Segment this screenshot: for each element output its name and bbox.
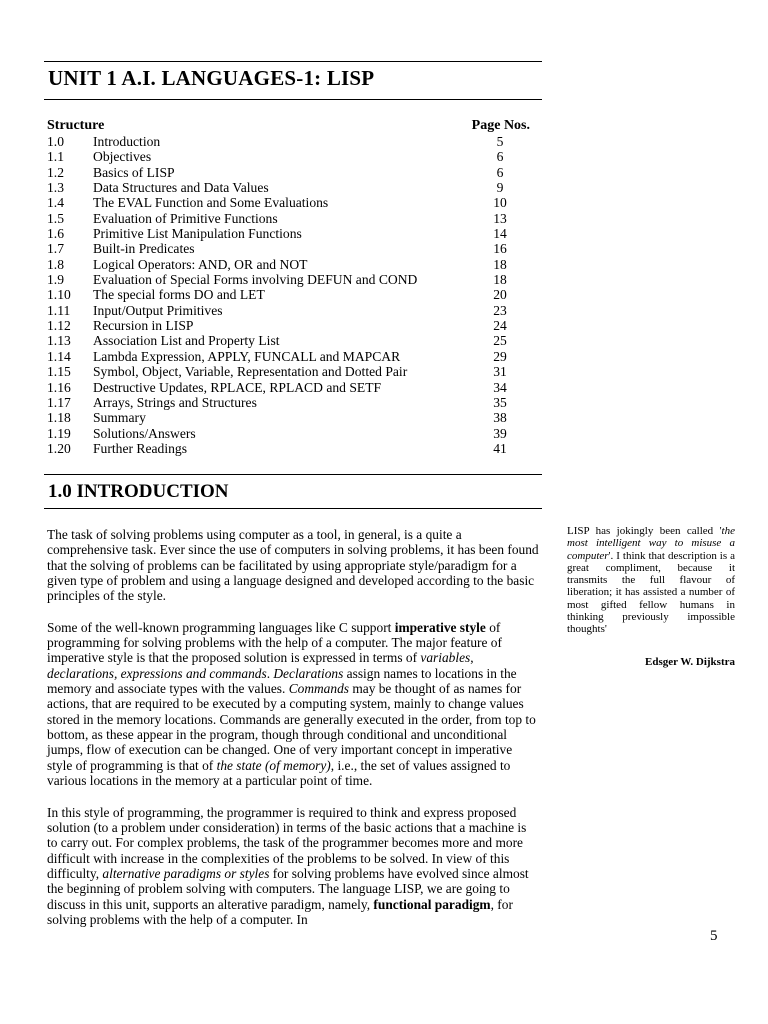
structure-label: Structure [47,118,105,133]
introduction-body [47,527,539,943]
toc-entry-page: 35 [493,394,507,410]
toc-entry-title: The special forms DO and LET [93,287,265,303]
toc-entry-title: Further Readings [93,440,188,456]
table-of-contents [47,118,531,456]
unit-title: UNIT 1 A.I. LANGUAGES-1: LISP [48,66,375,90]
toc-entry [47,395,531,410]
toc-entry-page: 18 [493,256,507,272]
toc-entry-number: 1.13 [47,333,71,349]
toc-entry-title: Introduction [93,134,161,149]
top-rule [44,61,542,62]
toc-entry-page: 6 [496,149,504,165]
toc-entry-page: 34 [493,379,507,395]
toc-entry-title: Logical Operators: AND, OR and NOT [93,256,308,272]
toc-entry-page: 14 [493,226,507,242]
toc-entry [47,441,531,456]
toc-entry-number: 1.0 [47,134,64,149]
toc-entry [47,134,531,149]
toc-entry [47,165,531,180]
toc-entry [47,257,531,272]
toc-entry-page: 31 [493,364,507,380]
toc-entry-page: 24 [493,318,507,334]
toc-entry [47,303,531,318]
toc-entry [47,180,531,195]
paragraph-1: The task of solving problems using computer as a tool, in general, is a quite a comprehensive task. Ever since the use of computers in solving problems, it has been found that the solving of problems can be facilitated by using appropriate style/paradigm for a given type of problem and using a language designed and developed according to the basic principles of the style. [47,527,539,604]
toc-entry-page: 16 [493,241,507,257]
paragraph-2: Some of the well-known programming languages like C support imperative style of programming for solving problems with the help of a computer. The major feature of imperative style is that the proposed solution is expressed in terms of variables, declarations, expressions and commands. Declarations assign names to locations in the memory and associate types with the values. Commands may be thought of as names for actions, that are required to be executed by a computing system, mainly to change values stored in the memory locations. Commands are generally executed in the order, from top to bottom, as these appear in the program, though through conditional and unconditional jumps, flow of execution can be changed. One of very important concept in imperative style of programming is that of the state (of memory), i.e., the set of values assigned to various locations in the memory at a particular point of time. [47,619,536,789]
toc-entry-page: 10 [493,195,507,211]
toc-entry-page: 13 [493,210,507,226]
toc-entry-number: 1.10 [47,287,71,303]
toc-entry-title: Summary [93,410,146,426]
toc-entry-title: Destructive Updates, RPLACE, RPLACD and SETF [93,379,382,395]
toc-entry-page: 20 [493,287,507,303]
toc-entry [47,149,531,164]
toc-entry-number: 1.1 [47,149,64,165]
toc-entry-title: Input/Output Primitives [93,302,223,318]
section-top-rule [44,474,542,475]
toc-entry-number: 1.12 [47,318,71,334]
sidebar-quote: LISP has jokingly been called 'the most intelligent way to misuse a computer'. I think that description is a great compliment, because it transmits the full flavour of liberation; it has assisted a number of most gifted fellow humans in thinking previously impossible thoughts' [567,525,735,636]
toc-entry-title: Basics of LISP [93,164,175,180]
toc-entry-title: Recursion in LISP [93,318,194,334]
toc-entry-page: 23 [493,302,507,318]
toc-entry-number: 1.7 [47,241,64,257]
toc-entry-page: 9 [496,180,504,196]
toc-entry-page: 41 [493,440,507,456]
toc-entry [47,349,531,364]
toc-entry-title: Built-in Predicates [93,241,195,257]
title-underline [44,99,542,100]
toc-entry [47,364,531,379]
toc-entry-number: 1.14 [47,348,71,364]
toc-entry-number: 1.15 [47,364,71,380]
toc-entry-title: Association List and Property List [93,333,280,349]
toc-entry-number: 1.17 [47,394,71,410]
toc-entry-number: 1.16 [47,379,71,395]
toc-entry-number: 1.18 [47,410,71,426]
toc-list [47,134,531,456]
toc-entry-number: 1.4 [47,195,64,211]
toc-entry-number: 1.11 [47,302,71,318]
toc-entry [47,287,531,302]
toc-entry-number: 1.6 [47,226,64,242]
page-nos-label: Page Nos. [471,118,530,133]
toc-entry-number: 1.5 [47,210,64,226]
toc-entry-page: 5 [496,134,504,149]
toc-entry-page: 38 [493,410,507,426]
toc-entry [47,241,531,256]
page-number: 5 [710,928,718,944]
toc-entry [47,272,531,287]
paragraph-3: In this style of programming, the programmer is required to think and express proposed solution (to a problem under consideration) in terms of the basic actions that a machine is to carry out. For complex problems, the task of the programmer becomes more and more difficult with increase in the complexities of the problems to be solved. In view of this difficulty, alternative paradigms or styles for solving problems have evolved since almost the beginning of problem solving with computers. The language LISP, we are going to discuss in this unit, supports an alterative paradigm, namely, functional paradigm, for solving problems with the help of a computer. In [47,804,529,927]
toc-entry-page: 6 [496,164,504,180]
toc-entry [47,195,531,210]
toc-entry-number: 1.8 [47,256,64,272]
section-bottom-rule [44,508,542,509]
toc-entry [47,426,531,441]
toc-entry-title: The EVAL Function and Some Evaluations [93,195,329,211]
toc-entry-title: Evaluation of Special Forms involving DEFUN and COND [93,272,418,288]
toc-entry [47,318,531,333]
toc-entry-title: Lambda Expression, APPLY, FUNCALL and MAPCAR [93,348,401,364]
toc-entry-title: Primitive List Manipulation Functions [93,226,302,242]
toc-entry-number: 1.9 [47,272,64,288]
toc-entry-title: Symbol, Object, Variable, Representation and Dotted Pair [93,364,408,380]
toc-entry-page: 25 [493,333,507,349]
toc-entry [47,211,531,226]
toc-entry-number: 1.20 [47,440,71,456]
toc-entry-page: 29 [493,348,507,364]
toc-entry-title: Objectives [93,149,152,165]
toc-entry-page: 39 [493,425,507,441]
toc-entry-page: 18 [493,272,507,288]
toc-entry [47,333,531,348]
toc-entry-title: Solutions/Answers [93,425,196,441]
toc-entry-number: 1.3 [47,180,64,196]
toc-entry [47,226,531,241]
section-title: 1.0 INTRODUCTION [48,481,229,502]
toc-entry-title: Evaluation of Primitive Functions [93,210,278,226]
toc-entry-title: Arrays, Strings and Structures [93,394,257,410]
toc-entry [47,410,531,425]
toc-entry-title: Data Structures and Data Values [93,180,269,196]
toc-entry-number: 1.2 [47,164,64,180]
toc-entry-number: 1.19 [47,425,71,441]
toc-entry [47,380,531,395]
toc-header [47,118,531,134]
quote-author: Edsger W. Dijkstra [645,656,735,668]
